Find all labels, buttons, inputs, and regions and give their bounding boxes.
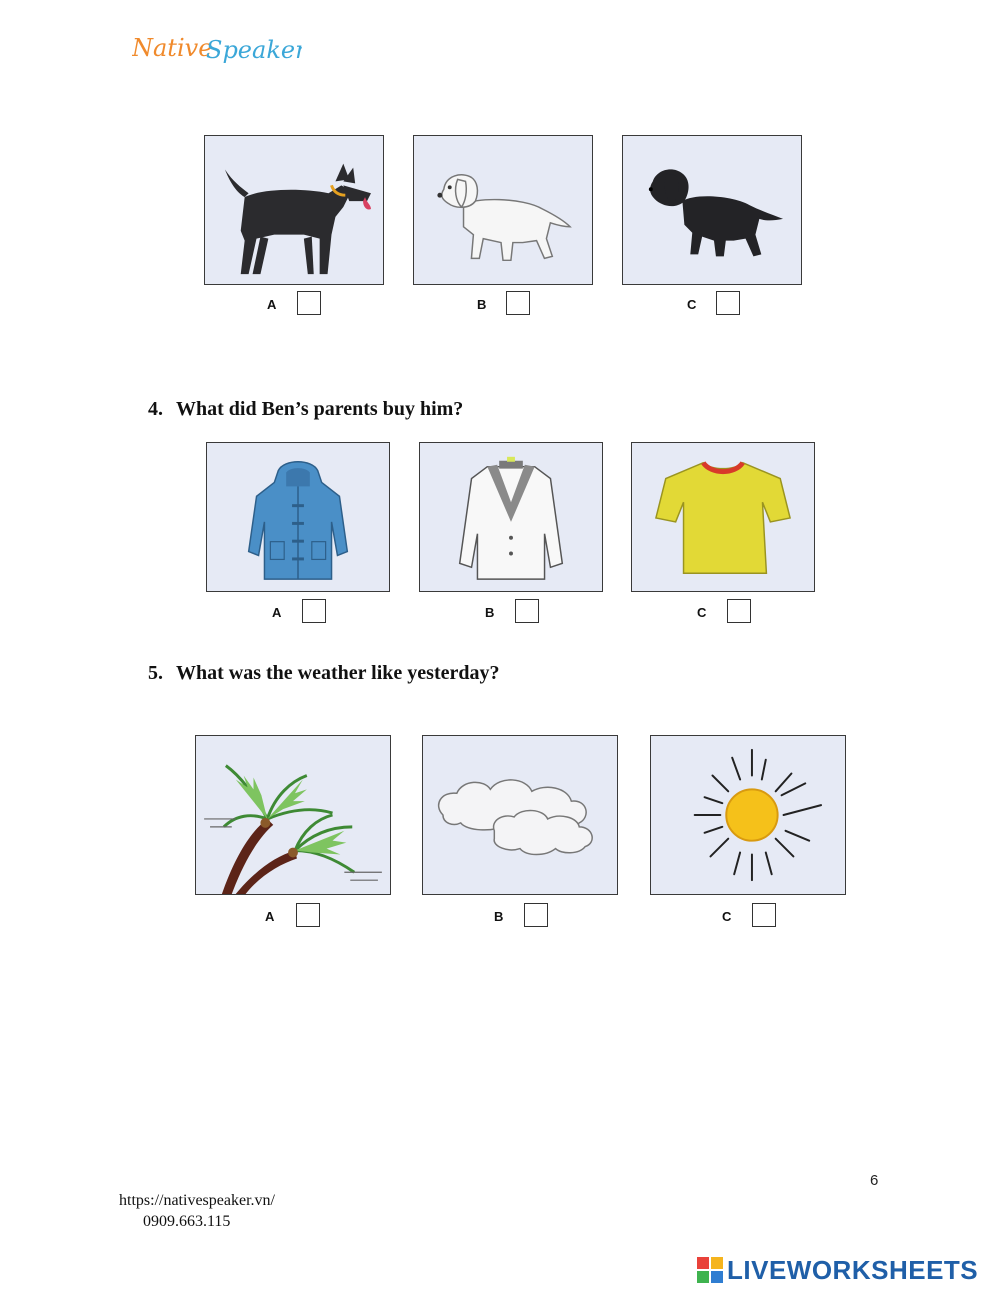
option-card-q3-a (204, 135, 384, 285)
logo-word-native: Native (132, 34, 213, 62)
option-card-q3-b (413, 135, 593, 285)
native-speaker-logo (132, 28, 302, 72)
question-text: What did Ben’s parents buy him? (176, 398, 464, 420)
windy-palm-tree-icon (196, 736, 390, 894)
option-letter: B (485, 605, 495, 620)
footer-phone: 0909.663.115 (143, 1213, 231, 1230)
page-number: 6 (870, 1172, 879, 1189)
yellow-t-shirt-icon (632, 443, 814, 591)
white-dog-icon (414, 136, 592, 284)
answer-checkbox-q5-c[interactable] (752, 903, 776, 927)
answer-checkbox-q3-b[interactable] (506, 291, 530, 315)
sunny-icon (651, 736, 845, 894)
question-number: 5. (148, 662, 163, 684)
answer-checkbox-q4-c[interactable] (727, 599, 751, 623)
question-4 (148, 398, 463, 421)
answer-checkbox-q3-a[interactable] (297, 291, 321, 315)
option-letter: B (494, 909, 504, 924)
option-letter: C (697, 605, 707, 620)
black-puppy-icon (623, 136, 801, 284)
option-card-q5-a (195, 735, 391, 895)
answer-checkbox-q4-b[interactable] (515, 599, 539, 623)
option-card-q5-c (650, 735, 846, 895)
white-jacket-icon (420, 443, 602, 591)
answer-checkbox-q4-a[interactable] (302, 599, 326, 623)
black-dog-with-collar-icon (205, 136, 383, 284)
option-letter: A (267, 297, 277, 312)
question-text: What was the weather like yesterday? (176, 662, 500, 684)
answer-checkbox-q5-b[interactable] (524, 903, 548, 927)
answer-checkbox-q3-c[interactable] (716, 291, 740, 315)
option-letter: A (272, 605, 282, 620)
option-card-q3-c (622, 135, 802, 285)
answer-checkbox-q5-a[interactable] (296, 903, 320, 927)
option-letter: A (265, 909, 275, 924)
liveworksheets-wordmark: LIVEWORKSHEETS (727, 1254, 979, 1285)
option-card-q5-b (422, 735, 618, 895)
question-5 (148, 662, 499, 685)
question-number: 4. (148, 398, 163, 420)
liveworksheets-logo-icon (697, 1257, 723, 1283)
cloudy-icon (423, 736, 617, 894)
liveworksheets-brand (697, 1254, 978, 1286)
option-letter: B (477, 297, 487, 312)
blue-coat-icon (207, 443, 389, 591)
option-letter: C (722, 909, 732, 924)
logo-word-speaker: Speaker (206, 36, 302, 64)
option-card-q4-b (419, 442, 603, 592)
option-card-q4-c (631, 442, 815, 592)
option-card-q4-a (206, 442, 390, 592)
option-letter: C (687, 297, 697, 312)
footer-website: https://nativespeaker.vn/ (119, 1192, 275, 1209)
